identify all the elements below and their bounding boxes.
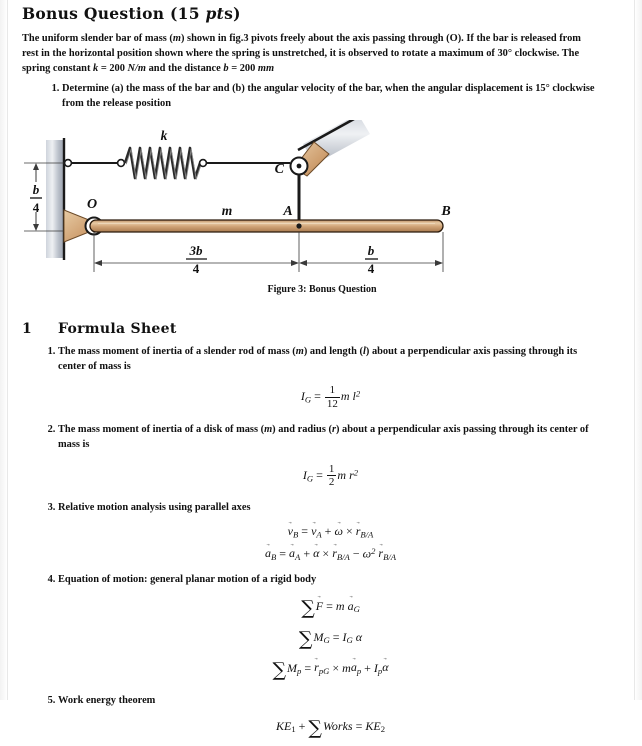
formula-1-text-2: ) and length (: [303, 345, 363, 357]
eq1-numerator: 1: [325, 385, 340, 398]
formula-1-text-1: The mass moment of inertia of a slender rod of mass (: [58, 345, 296, 357]
formula-5-text: Work energy theorem: [58, 694, 156, 706]
formula-2-sym-r: r: [331, 424, 336, 435]
page-edge-right: [634, 0, 642, 700]
point-b-label: B: [441, 203, 451, 219]
dim-left-numerator: 3b: [189, 242, 203, 258]
eq1-fraction: [325, 385, 340, 410]
eq2-denominator: 2: [328, 476, 335, 489]
formula-1-sym-m: m: [295, 345, 304, 357]
eq2-exponent: 2: [353, 466, 359, 477]
formula-item-1: [58, 345, 603, 410]
dim-right-numerator: b: [367, 242, 375, 258]
question-text-b: clockwise from the release position: [62, 83, 595, 110]
title-points-close: s): [224, 4, 241, 23]
formula-2-text-2: ) and radius (: [272, 424, 332, 435]
eq2-lhs-sub: G: [306, 472, 314, 483]
equation-sum-forces: ∑F → = m $a \to_G$: [58, 595, 603, 622]
eq2-mass: m: [337, 467, 347, 482]
equation-sum-moments-g: $\sum M_G = I_G$ α: [298, 627, 363, 650]
joint-a-marker: [296, 223, 301, 228]
question-list: [22, 82, 622, 112]
question-item-1: [62, 82, 602, 112]
eq2-radius: r: [349, 467, 354, 482]
symbol-m: m: [172, 33, 181, 44]
problem-text-2: ) shown in fig.3 pivots freely about the axis passing through (O). If the bar is released from rest in the horizontal position shown where the spring is unstretched, it is observed to rotate a maximum of 30: [22, 33, 581, 59]
dim-vertical-numerator: b: [32, 181, 40, 197]
page-title: [22, 4, 622, 23]
equation-relative-velocity: $v \to_B = v \to_A + \omega$ → × $r \to_{B/A}$: [58, 523, 603, 541]
symbol-b: b: [223, 62, 229, 74]
eq1-lhs: I: [300, 389, 305, 404]
question-degree: °: [545, 83, 550, 95]
equation-work-energy: $KE_1$ + ∑Works = $KE_2$: [275, 717, 385, 740]
dimension-lines-horizontal: [94, 232, 443, 272]
formula-3-text: Relative motion analysis using parallel axes: [58, 502, 251, 514]
document-content: [22, 4, 622, 746]
eq2-rel: =: [316, 467, 323, 482]
question-text-a: Determine (a) the mass of the bar and (b) the angular velocity of the bar, when the angular displacement is 15: [62, 83, 546, 95]
figure-3: [22, 120, 622, 280]
dimension-b-over-4-label: [30, 182, 42, 215]
section-title-text: Formula Sheet: [58, 320, 177, 337]
formula-item-5: [58, 694, 603, 743]
units-n-per-m: N/m: [127, 62, 147, 74]
spring-assembly: [64, 148, 290, 179]
slender-bar: [90, 220, 443, 232]
problem-text-3: clockwise. The spring constant: [22, 47, 580, 74]
formula-sheet-section: [22, 321, 622, 742]
problem-text-1: The uniform slender bar of mass (: [22, 33, 173, 44]
dimension-b-over-4-label-right: [365, 243, 378, 276]
figure-diagram: [22, 120, 622, 280]
spring-constant-label: k: [160, 127, 168, 143]
dim-vertical-denominator: 4: [32, 199, 40, 215]
problem-text-4: and the distance: [146, 62, 224, 74]
symbol-k: k: [93, 62, 99, 74]
title-text: Bonus Question: [22, 4, 165, 23]
dim-left-denominator: 4: [192, 260, 200, 276]
eq1-length: l: [352, 389, 356, 404]
eq2-fraction: [327, 464, 337, 489]
eq1-denominator: 12: [326, 397, 338, 410]
eq1-mass: m: [340, 389, 350, 404]
eq2-lhs: I: [302, 467, 307, 482]
formula-item-4: [58, 573, 603, 684]
eq1-lhs-sub: G: [304, 394, 312, 405]
formula-2-text-3: ) about a perpendicular axis passing through its center of mass is: [58, 424, 589, 450]
section-number: 1: [22, 320, 33, 337]
pivot-o-label: O: [86, 196, 98, 212]
equation-sum-moments-p: $\sum M_p = r \to_{pG}$ × ma $\to_p + I_p\alpha$ →: [58, 657, 603, 684]
formula-4-text: Equation of motion: general planar motion of a rigid body: [58, 573, 317, 585]
point-a-label: A: [283, 203, 293, 219]
formula-2-text-1: The mass moment of inertia of a disk of mass (: [58, 424, 265, 435]
degree-symbol: °: [507, 47, 513, 59]
formula-1-text-3: ) about a perpendicular axis passing through its center of mass is: [58, 345, 578, 372]
equation-relative-acceleration: $a \to_B = a \to_A + \alpha$ → × $r \to_{B/A} - \omega^2$ $r \to_{B/A}$: [58, 545, 603, 563]
section-heading: [22, 321, 622, 337]
bar-mass-label: m: [221, 202, 233, 218]
equation-ig-disk: [58, 464, 603, 489]
problem-eq-2: = 200: [228, 62, 258, 74]
page-edge-left: [0, 0, 8, 700]
formula-item-3: [58, 501, 603, 563]
problem-eq-1: = 200: [98, 62, 128, 74]
eq1-rel: =: [314, 389, 321, 404]
formula-item-2: [58, 423, 603, 488]
point-c-label: C: [274, 161, 284, 177]
dimension-3b-over-4-label: [186, 243, 207, 276]
title-points-unit: pt: [205, 4, 225, 23]
formula-list: [22, 345, 622, 742]
formula-1-sym-l: l: [363, 345, 366, 357]
equation-ig-rod: [58, 385, 603, 410]
units-mm: mm: [257, 62, 275, 74]
dim-right-denominator: 4: [367, 260, 375, 276]
figure-caption: Figure 3: Bonus Question: [267, 283, 377, 295]
eq2-numerator: 1: [328, 462, 335, 475]
title-points-open: (15: [170, 4, 206, 23]
eq1-exponent: 2: [355, 388, 361, 399]
wall-vertical: [46, 138, 64, 260]
problem-statement: [22, 32, 600, 76]
formula-2-sym-m: m: [264, 424, 273, 435]
